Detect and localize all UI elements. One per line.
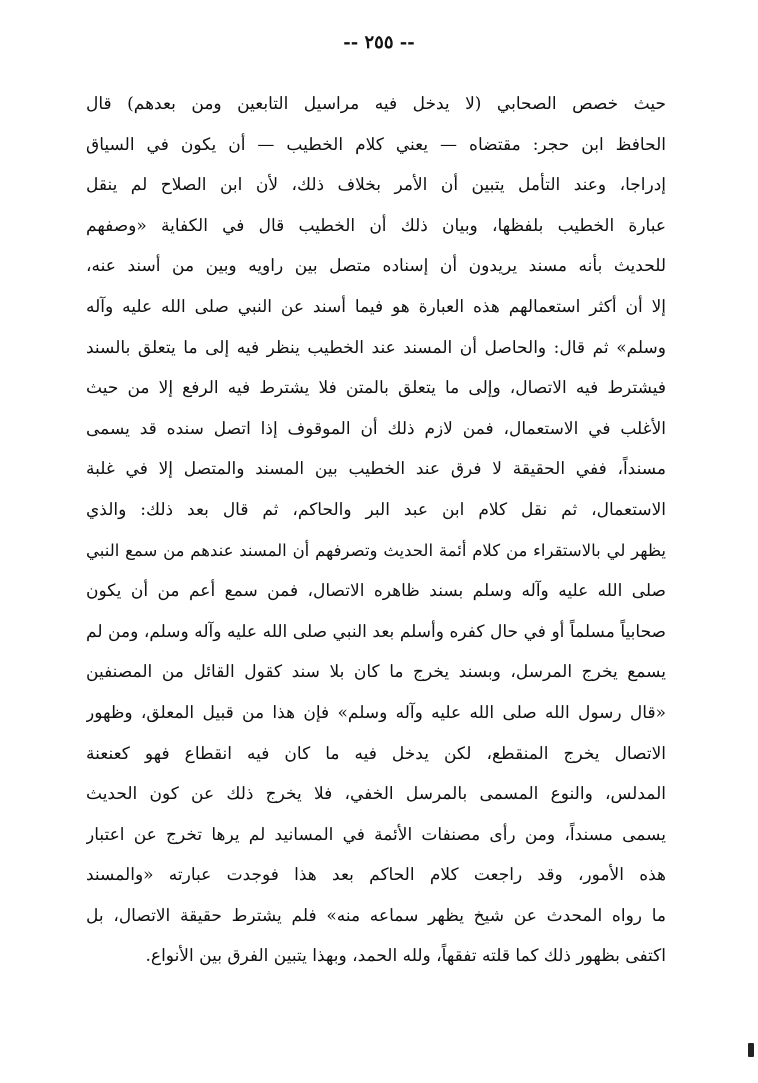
text-line: صلى الله عليه وآله وسلم بسند ظاهره الاتصال، فمن سمع أعم من أن يكون [86, 581, 666, 602]
text-line: للحديث بأنه مسند يريدون أن إسناده متصل بين راويه وبين من أسند عنه، [86, 256, 666, 277]
text-line: فيشترط فيه الاتصال، وإلى ما يتعلق بالمتن فلا يشترط فيه الرفع إلا من حيث [86, 378, 666, 399]
text-line: عبارة الخطيب بلفظها، وبيان ذلك أن الخطيب قال في الكفاية «وصفهم [86, 215, 666, 236]
page-number: -- ٢٥٥ -- [343, 32, 415, 53]
text-line: يظهر لي بالاستقراء من كلام أئمة الحديث وتصرفهم أن المسند عندهم من سمع النبي [86, 540, 666, 560]
body-text [86, 84, 666, 977]
text-line: هذه الأمور، وقد راجعت كلام الحاكم بعد هذا فوجدت عبارته «والمسند [86, 865, 666, 886]
text-line: الاستعمال، ثم نقل كلام ابن عبد البر والحاكم، ثم قال بعد ذلك: والذي [86, 499, 666, 520]
text-line: إدراجا، وعند التأمل يتبين أن الأمر بخلاف ذلك، لأن ابن الصلاح لم ينقل [86, 175, 666, 196]
text-line: إلا أن أكثر استعمالهم هذه العبارة هو فيما أسند عن النبي صلى الله عليه وآله [86, 296, 666, 317]
text-line: يسمع يخرج المرسل، وبسند يخرج ما كان بلا سند كقول القائل من المصنفين [86, 662, 666, 683]
text-line: وسلم» ثم قال: والحاصل أن المسند عند الخطيب ينظر فيه إلى ما يتعلق بالسند [86, 337, 666, 358]
text-line: ما رواه المحدث عن شيخ يظهر سماعه منه» فلم يشترط حقيقة الاتصال، بل [86, 905, 666, 926]
text-line: الاتصال يخرج المنقطع، لكن يدخل فيه ما كان فيه انقطاع فهو كعنعنة [86, 743, 666, 764]
text-line: الحافظ ابن حجر: مقتضاه — يعني كلام الخطيب — أن يكون في السياق [86, 134, 666, 155]
text-line: مسنداً، ففي الحقيقة لا فرق عند الخطيب بين المسند والمتصل إلا في غلبة [86, 459, 666, 480]
text-line: «قال رسول الله صلى الله عليه وآله وسلم» فإن هذا من قبيل المعلق، وظهور [86, 702, 666, 723]
text-line: يسمى مسنداً، ومن رأى مصنفات الأئمة في المسانيد لم يرها تخرج عن اعتبار [86, 824, 666, 845]
text-line: اكتفى بظهور ذلك كما قلته تفقهاً، ولله الحمد، وبهذا يتبين الفرق بين الأنواع. [145, 946, 666, 967]
scan-edge-mark [748, 1043, 754, 1057]
text-line: صحابياً مسلماً أو في حال كفره وأسلم بعد النبي صلى الله عليه وآله وسلم، ومن لم [86, 621, 666, 642]
text-line: الأغلب في الاستعمال، فمن لازم ذلك أن الموقوف إذا اتصل سنده قد يسمى [86, 418, 666, 439]
text-line: المدلس، والنوع المسمى بالمرسل الخفي، فلا يخرج ذلك عن كون الحديث [86, 784, 666, 805]
text-line: حيث خصص الصحابي (لا يدخل فيه مراسيل التابعين ومن بعدهم) قال [86, 94, 666, 114]
